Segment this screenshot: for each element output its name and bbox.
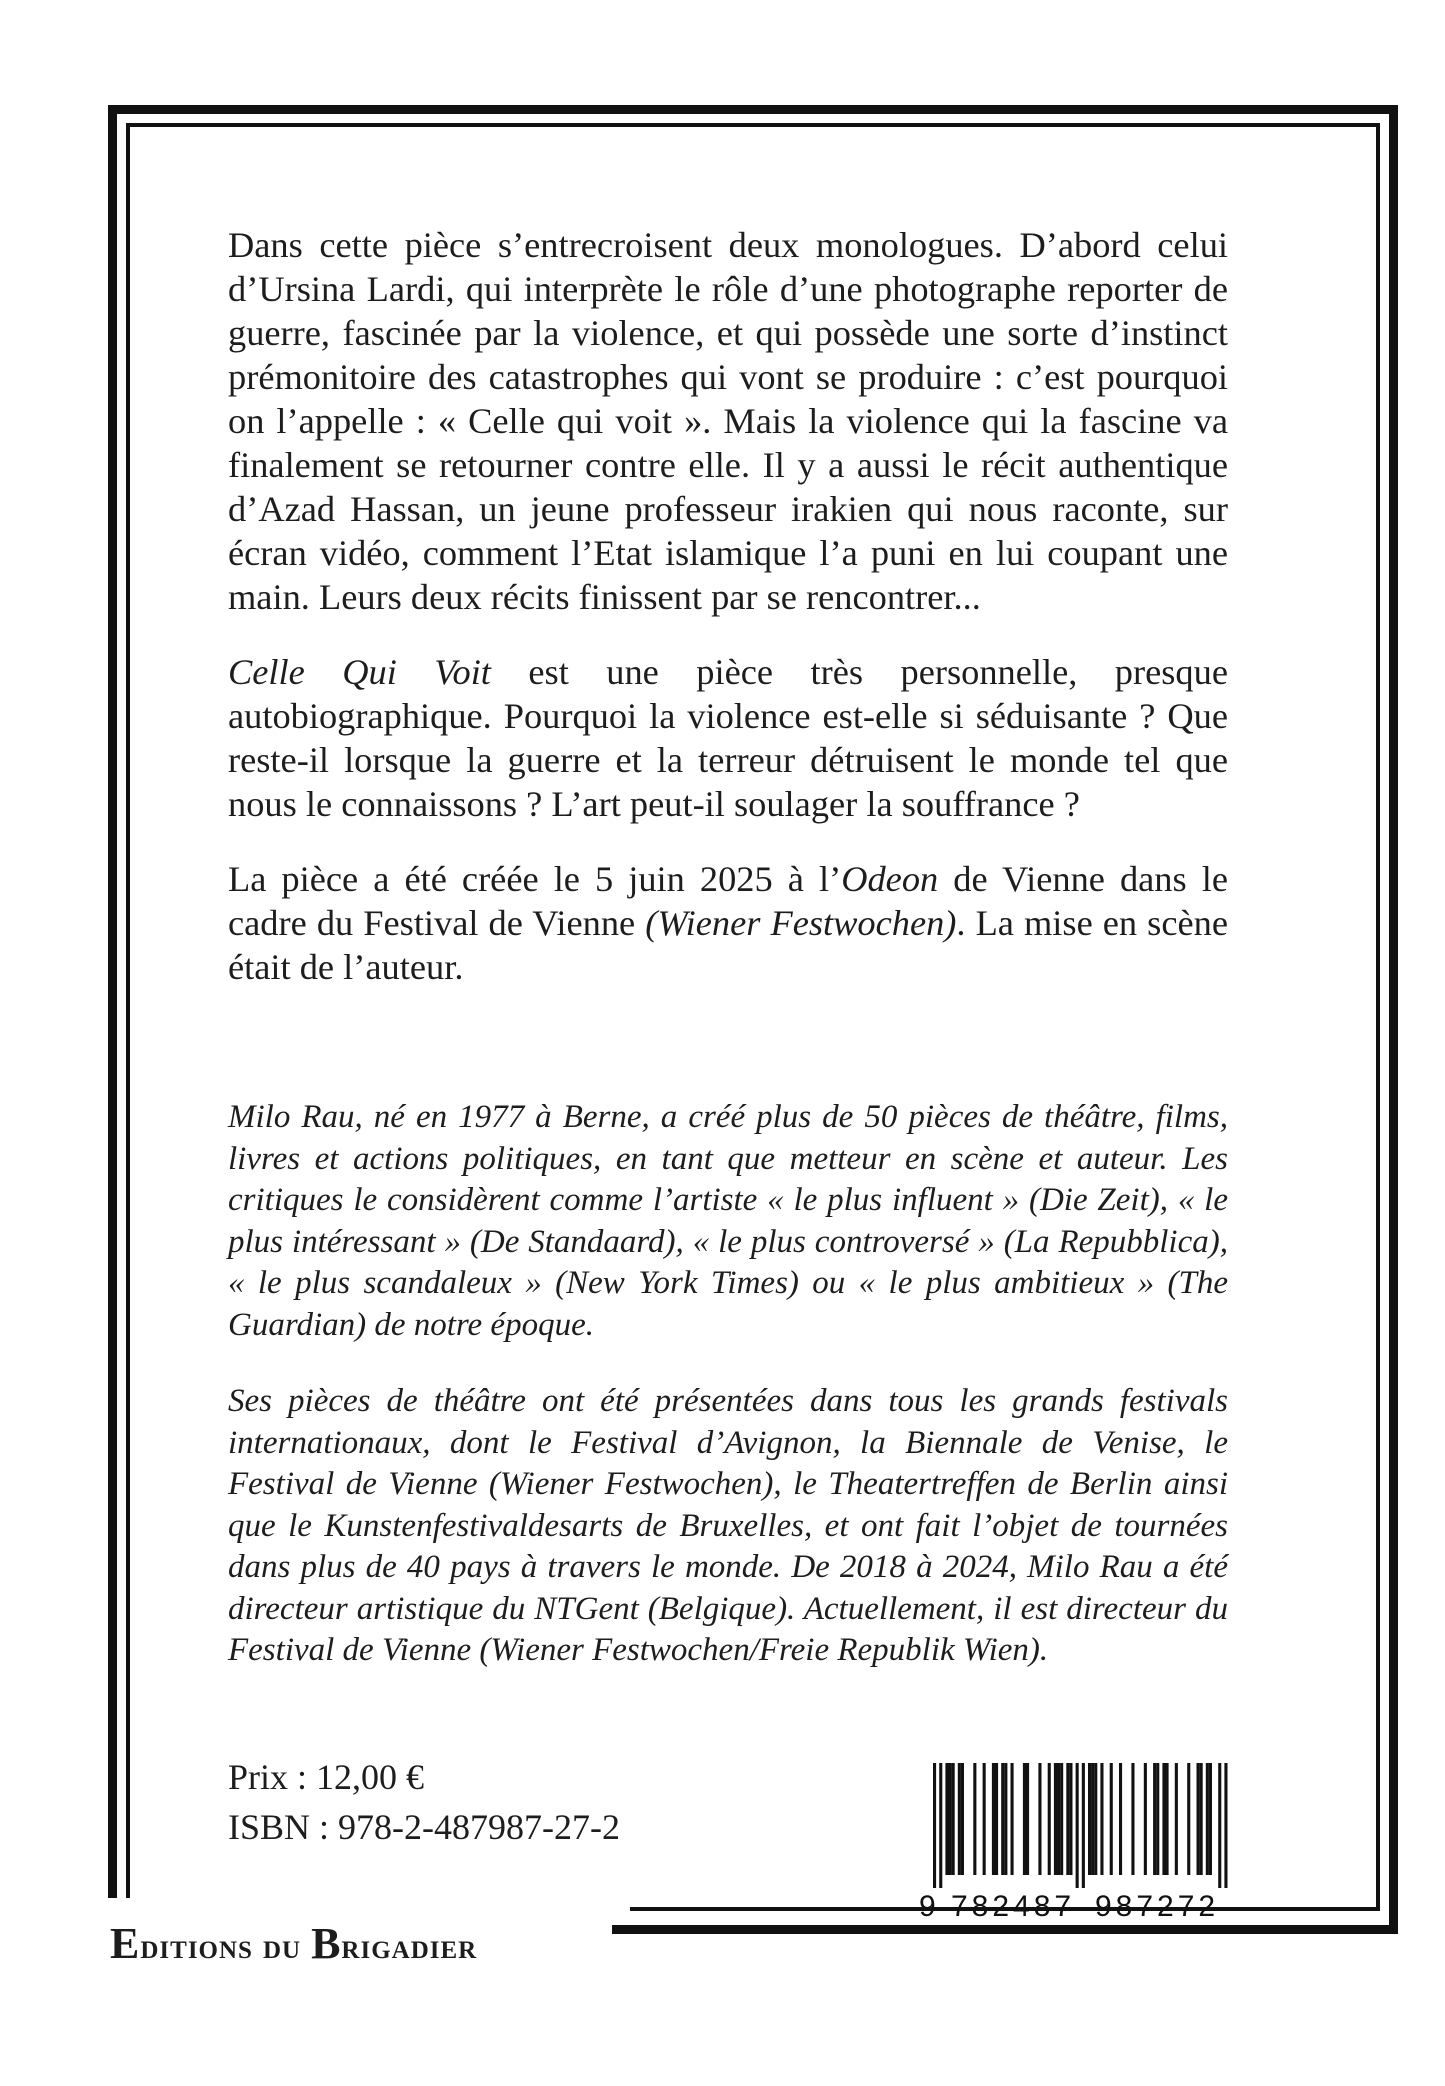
barcode-bar <box>1094 1763 1097 1875</box>
barcode-guard-bar <box>939 1763 942 1888</box>
play-title: Celle Qui Voit <box>228 652 491 692</box>
barcode-bar <box>1100 1763 1103 1875</box>
barcode-bar <box>1166 1763 1169 1875</box>
barcode-bar <box>1206 1763 1209 1875</box>
premiere-text-b: de Vienne dans le cadre du Festival de Vienne <box>228 859 1228 943</box>
barcode-guard-bar <box>1224 1763 1227 1888</box>
barcode-guard-bar <box>1076 1763 1079 1888</box>
description-paragraph-3 <box>228 857 1228 989</box>
barcode-bar <box>952 1763 955 1875</box>
isbn-barcode <box>915 1763 1237 1923</box>
author-bio-paragraph-2: Ses pièces de théâtre ont été présentées dans tous les grands festivals internationaux, dont le Festival d’Avignon, la Biennale de Venise, le Festival de Vienne (Wiener Festwochen), le Theatertreffen de Berlin ainsi que le Kunstenfestivaldesarts de Bruxelles, et ont fait l’objet de tournées dans plus de 40 pays à travers le monde. De 2018 à 2024, Milo Rau a été directeur artistique du NTGent (Belgique). Actuellement, il est directeur du Festival de Vienne (Wiener Festwochen/Freie Republik Wien). <box>228 1383 1228 1668</box>
publisher-initial-b: B <box>311 1919 342 1968</box>
publisher-text-b: rigadier <box>341 1926 478 1966</box>
barcode-right-group: 987272 <box>1095 1890 1220 1923</box>
barcode-bars <box>915 1763 1237 1888</box>
barcode-bar <box>945 1763 948 1875</box>
barcode-bar <box>1209 1763 1212 1875</box>
barcode-bar <box>1144 1763 1147 1875</box>
premiere-text-c: . La mise en scène était de l’auteur. <box>228 903 1228 987</box>
description-paragraph-2 <box>228 650 1228 826</box>
barcode-bar <box>992 1763 995 1875</box>
barcode-bar <box>983 1763 986 1875</box>
barcode-bar <box>1091 1763 1094 1875</box>
barcode-guard-bar <box>1082 1763 1085 1888</box>
barcode-bar <box>1060 1763 1063 1875</box>
premiere-text-a: La pièce a été créée le 5 juin 2025 à l’ <box>228 859 842 899</box>
frame-right-line-outer <box>1389 105 1398 1934</box>
barcode-bar <box>961 1763 964 1875</box>
barcode-bar <box>1156 1763 1159 1875</box>
barcode-guard-bar <box>933 1763 936 1888</box>
barcode-bar <box>1088 1763 1091 1875</box>
author-bio-section <box>228 1097 1228 1672</box>
frame-left-line-inner <box>126 123 130 1898</box>
barcode-bar <box>1057 1763 1060 1875</box>
barcode-lead-digit: 9 <box>919 1890 936 1923</box>
publisher-initial-e: E <box>110 1919 141 1968</box>
frame-top-line-inner <box>126 123 1380 127</box>
barcode-bar <box>1038 1763 1041 1875</box>
barcode-bar <box>973 1763 976 1875</box>
frame-left-line-outer <box>108 105 117 1898</box>
barcode-bar <box>1001 1763 1004 1875</box>
barcode-bar <box>949 1763 952 1875</box>
publisher-name <box>110 1918 477 1969</box>
barcode-bar <box>1026 1763 1029 1875</box>
festival-name: (Wiener Festwochen) <box>645 903 957 943</box>
price-isbn-block <box>228 1752 620 1852</box>
barcode-bar <box>1131 1763 1134 1875</box>
barcode-bar <box>1119 1763 1122 1875</box>
author-bio-paragraph-1: Milo Rau, né en 1977 à Berne, a créé plus de 50 pièces de théâtre, films, livres et actions politiques, en tant que metteur en scène et auteur. Les critiques le considèrent comme l’artiste « le plus influent » (Die Zeit), « le plus intéressant » (De Standaard), « le plus controversé » (La Repubblica), « le plus scandaleux » (New York Times) ou « le plus ambitieux » (The Guardian) de notre époque. <box>228 1099 1228 1343</box>
barcode-bar <box>1200 1763 1203 1875</box>
barcode-bar <box>995 1763 998 1875</box>
barcode-bar <box>1004 1763 1007 1875</box>
bottom-rule-outer <box>612 1925 1398 1934</box>
barcode-bar <box>1153 1763 1156 1875</box>
frame-right-line-inner <box>1376 123 1380 1911</box>
barcode-left-group: 782487 <box>951 1890 1076 1923</box>
barcode-bar <box>1023 1763 1026 1875</box>
price-label: Prix : 12,00 € <box>228 1757 425 1797</box>
description-paragraph-1: Dans cette pièce s’entrecroisent deux monologues. D’abord celui d’Ursina Lardi, qui interprète le rôle d’une photographe reporter de guerre, fascinée par la violence, et qui possède une sorte d’instinct prémonitoire des catastrophes qui vont se produire : c’est pourquoi on l’appelle : « Celle qui voit ». Mais la violence qui la fascine va finalement se retourner contre elle. Il y a aussi le récit authentique d’Azad Hassan, un jeune professeur irakien qui nous raconte, sur écran vidéo, comment l’Etat islamique l’a puni en lui coupant une main. Leurs deux récits finissent par se rencontrer... <box>228 225 1228 617</box>
publisher-text-a: ditions du <box>140 1926 312 1966</box>
barcode-bar <box>1197 1763 1200 1875</box>
barcode-bar <box>1187 1763 1190 1875</box>
barcode-bar <box>1048 1763 1051 1875</box>
barcode-bar <box>1011 1763 1014 1875</box>
barcode-guard-bar <box>1218 1763 1221 1888</box>
barcode-bar <box>1162 1763 1165 1875</box>
description-section <box>228 223 1228 989</box>
frame-top-line-outer <box>108 105 1398 114</box>
barcode-bar <box>958 1763 961 1875</box>
barcode-bar <box>1069 1763 1072 1875</box>
barcode-bar <box>1175 1763 1178 1875</box>
barcode-bar <box>1110 1763 1113 1875</box>
venue-name: Odeon <box>841 859 939 899</box>
barcode-bar <box>1054 1763 1057 1875</box>
isbn-label: ISBN : 978-2-487987-27-2 <box>228 1807 620 1847</box>
barcode-bar <box>1066 1763 1069 1875</box>
description-paragraph-2-text: est une pièce très personnelle, presque autobiographique. Pourquoi la violence est-elle si séduisante ? Que reste-il lorsque la guerre et la terreur détruisent le monde tel que nous le connaissons ? L’art peut-il soulager la souffrance ? <box>228 652 1228 824</box>
